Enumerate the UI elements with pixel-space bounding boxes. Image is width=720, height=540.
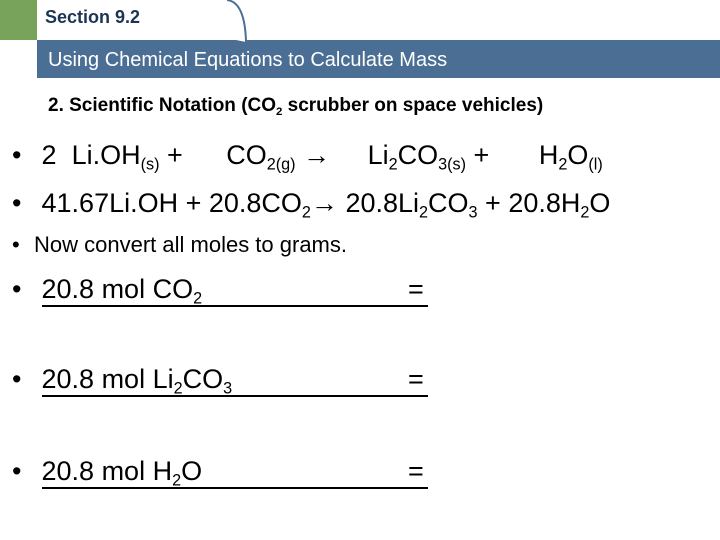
conversion-row-li2co3: • 20.8 mol $Li_2CO_3$ = [12,364,428,397]
balanced-equation: • 2 $Li.OH_{(s)} + CO_{2(g)} \to Li_2CO_{3(s)} + H_2O_{(l)}$ [12,140,603,174]
accent-square [0,0,37,40]
slide-header [0,0,720,78]
conversion-row-co2: • 20.8 mol $CO_2$ = [12,274,428,307]
slide-subtitle: Using Chemical Equations to Calculate Mass [48,49,448,71]
conversion-row-h2o: • 20.8 mol $H_2O$ = [12,456,428,489]
arrow-icon: → [303,140,331,170]
mole-equation: • $41.67Li.OH + 20.8CO_2\to 20.8Li_2CO_3 + 20.8H_2O$ [12,188,611,222]
instruction-text: • Now convert all moles to grams. [12,232,347,257]
arrow-icon: → [310,188,338,218]
section-label: Section 9.2 [45,7,141,27]
topic-heading: 2. Scientific Notation ($CO_2$ scrubber on space vehicles) [48,95,544,118]
